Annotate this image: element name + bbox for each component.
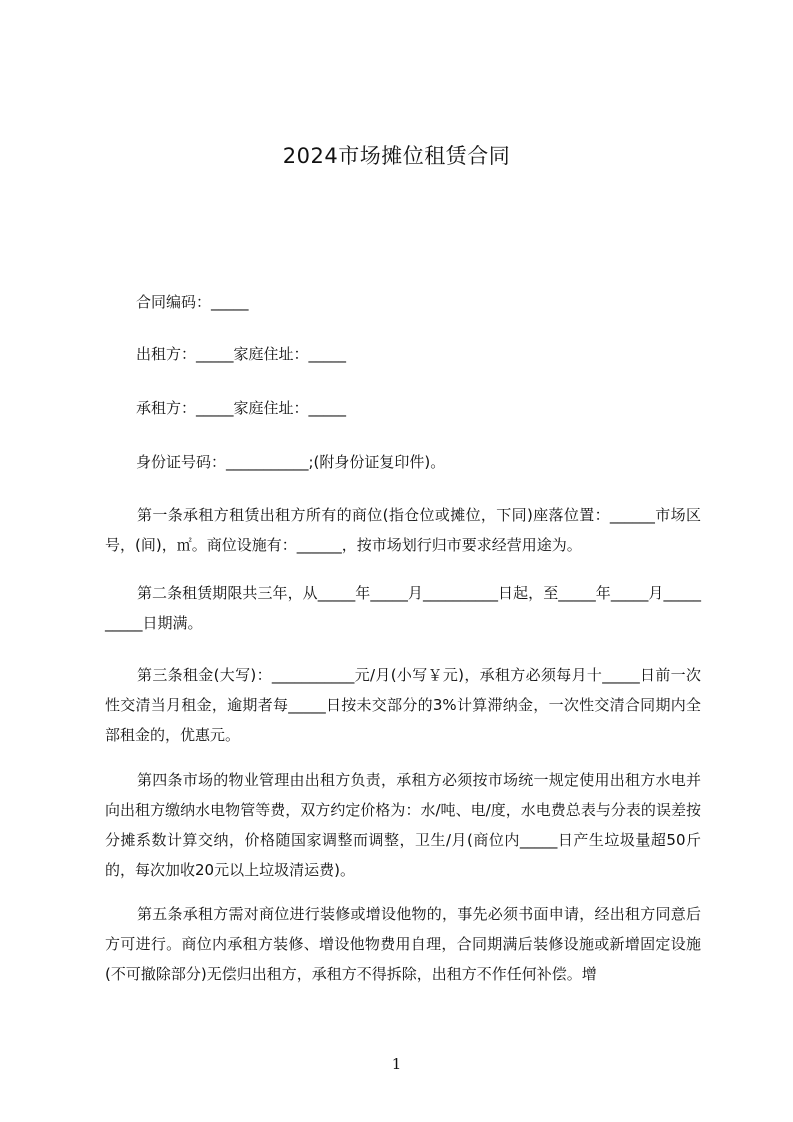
article-5: 第五条承租方需对商位进行装修或增设他物的，事先必须书面申请，经出租方同意后方可进行。商位内承租方装修、增设他物费用自理，合同期满后装修设施或新增固定设施(不可撤除部分)无偿归出租方，承租方不得拆除，出租方不作任何补偿。增 xyxy=(105,905,701,983)
article-4: 第四条市场的物业管理由出租方负责，承租方必须按市场统一规定使用出租方水电并向出租方缴纳水电物管等费，双方约定价格为：水/吨、电/度，水电费总表与分表的误差按分摊系数计算交纳，价格随国家调整而调整，卫生/月(商位内_____日产生垃圾量超50斤的，每次加收20元以上垃圾清运费)。 xyxy=(105,771,701,879)
contract-number-field: 合同编码：_____ xyxy=(136,293,249,311)
article-2: 第二条租赁期限共三年，从_____年_____月__________日起，至_____年_____月__________日期满。 xyxy=(105,584,701,632)
page-number: 1 xyxy=(391,1055,402,1073)
lessee-field: 承租方：_____家庭住址：_____ xyxy=(136,399,347,417)
article-3: 第三条租金(大写)：___________元/月(小写￥元)，承租方必须每月十_____日前一次性交清当月租金，逾期者每_____日按未交部分的3%计算滞纳金，一次性交清合同期内全部租金的，优惠元。 xyxy=(105,666,701,744)
id-number-field: 身份证号码：___________;(附身份证复印件)。 xyxy=(136,453,446,471)
document-title: 2024市场摊位租赁合同 xyxy=(282,144,511,168)
article-1: 第一条承租方租赁出租方所有的商位(指仓位或摊位，下同)座落位置：______市场区号，(间)，㎡。商位设施有：______，按市场划行归市要求经营用途为。 xyxy=(105,506,701,554)
lessor-field: 出租方：_____家庭住址：_____ xyxy=(136,345,347,363)
